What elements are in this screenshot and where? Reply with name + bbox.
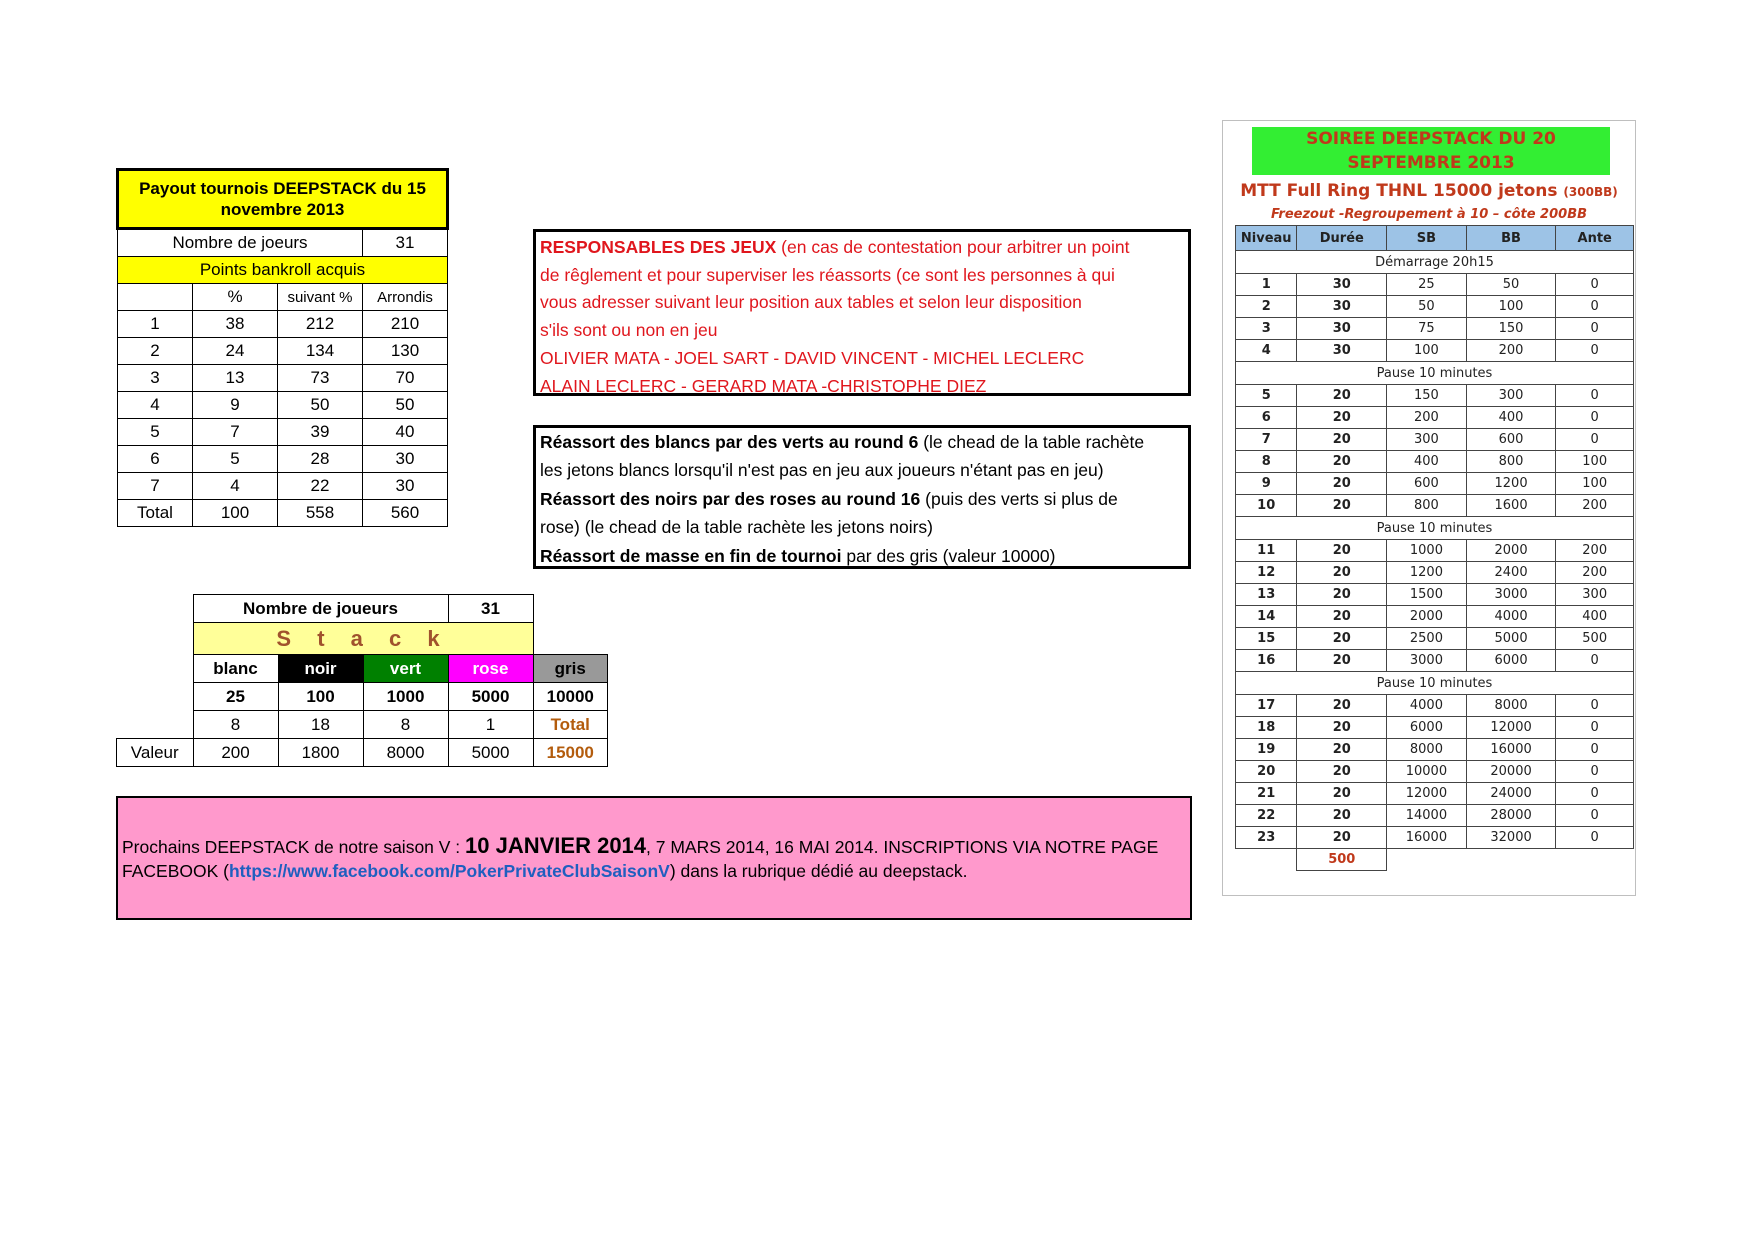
schedule-cell: 16000 bbox=[1466, 739, 1556, 761]
schedule-cell: 1600 bbox=[1466, 495, 1556, 517]
schedule-cell: 0 bbox=[1556, 407, 1634, 429]
schedule-cell: 50 bbox=[1466, 274, 1556, 296]
schedule-cell: 2 bbox=[1236, 296, 1297, 318]
schedule-row bbox=[1236, 783, 1634, 805]
payout-cell: 130 bbox=[363, 338, 448, 365]
schedule-cell: 28000 bbox=[1466, 805, 1556, 827]
payout-row bbox=[118, 473, 448, 500]
schedule-cell: 400 bbox=[1387, 451, 1467, 473]
schedule-cell: 2500 bbox=[1387, 628, 1467, 650]
schedule-cell: 5 bbox=[1236, 385, 1297, 407]
payout-title: Payout tournois DEEPSTACK du 15 novembre 2013 bbox=[118, 170, 448, 229]
schedule-cell: 4000 bbox=[1387, 695, 1467, 717]
schedule-subtitle-small: (300BB) bbox=[1563, 185, 1618, 199]
schedule-row bbox=[1236, 296, 1634, 318]
schedule-cell: 200 bbox=[1466, 340, 1556, 362]
schedule-cell: 600 bbox=[1466, 429, 1556, 451]
responsables-text: vous adresser suivant leur position aux tables et selon leur disposition bbox=[540, 292, 1082, 313]
footer-next-date: 10 JANVIER 2014 bbox=[465, 833, 647, 858]
stack-title: S t a c k bbox=[193, 623, 533, 655]
payout-cell: 40 bbox=[363, 419, 448, 446]
schedule-cell: 100 bbox=[1556, 451, 1634, 473]
schedule-cell: 300 bbox=[1466, 385, 1556, 407]
schedule-cell: 3 bbox=[1236, 318, 1297, 340]
schedule-cell: 500 bbox=[1556, 628, 1634, 650]
schedule-cell: 20 bbox=[1297, 606, 1387, 628]
chip-value: 25 bbox=[193, 683, 278, 711]
schedule-cell: 200 bbox=[1556, 540, 1634, 562]
reassort-text: par des gris (valeur 10000) bbox=[841, 545, 1056, 566]
schedule-cell: 20 bbox=[1297, 540, 1387, 562]
responsables-heading: RESPONSABLES DES JEUX bbox=[540, 237, 777, 257]
payout-cell: 2 bbox=[118, 338, 193, 365]
chip-value: 100 bbox=[278, 683, 363, 711]
blank-cell bbox=[117, 595, 194, 623]
schedule-cell: 30 bbox=[1297, 274, 1387, 296]
schedule-cell: 12000 bbox=[1387, 783, 1467, 805]
schedule-cell: 19 bbox=[1236, 739, 1297, 761]
blank-cell bbox=[117, 683, 194, 711]
stack-chip-totals bbox=[117, 739, 608, 767]
blank-cell bbox=[1236, 849, 1297, 871]
schedule-break: Pause 10 minutes bbox=[1236, 517, 1634, 540]
schedule-cell: 400 bbox=[1556, 606, 1634, 628]
reassort-bold: Réassort des noirs par des roses au round 16 bbox=[540, 488, 921, 509]
chip-count: 1 bbox=[448, 711, 533, 739]
chip-value: 5000 bbox=[448, 683, 533, 711]
payout-cell: 210 bbox=[363, 311, 448, 338]
schedule-cell: 30 bbox=[1297, 340, 1387, 362]
reassort-text: (puis des verts si plus de bbox=[920, 488, 1118, 509]
schedule-cell: 0 bbox=[1556, 827, 1634, 849]
schedule-cell: 22 bbox=[1236, 805, 1297, 827]
schedule-break-row bbox=[1236, 251, 1634, 274]
schedule-cell: 0 bbox=[1556, 318, 1634, 340]
schedule-cell: 3000 bbox=[1387, 650, 1467, 672]
schedule-last-value: 500 bbox=[1297, 849, 1387, 871]
schedule-cell: 0 bbox=[1556, 650, 1634, 672]
payout-row bbox=[118, 446, 448, 473]
schedule-cell: 20000 bbox=[1466, 761, 1556, 783]
schedule-cell: 10 bbox=[1236, 495, 1297, 517]
schedule-cell: 20 bbox=[1297, 761, 1387, 783]
schedule-row bbox=[1236, 739, 1634, 761]
reassort-bold: Réassort de masse en fin de tournoi bbox=[540, 545, 842, 566]
chip-name-rose: rose bbox=[448, 655, 533, 683]
schedule-row bbox=[1236, 606, 1634, 628]
schedule-cell: 1200 bbox=[1466, 473, 1556, 495]
stack-chip-values bbox=[117, 683, 608, 711]
players-value: 31 bbox=[363, 229, 448, 257]
payout-cell: 30 bbox=[363, 446, 448, 473]
schedule-cell: 300 bbox=[1387, 429, 1467, 451]
schedule-header: Durée bbox=[1297, 226, 1387, 251]
payout-header-cell: Arrondis bbox=[363, 284, 448, 311]
payout-cell: 1 bbox=[118, 311, 193, 338]
schedule-cell: 20 bbox=[1297, 783, 1387, 805]
payout-header-cell: % bbox=[193, 284, 278, 311]
schedule-row bbox=[1236, 495, 1634, 517]
schedule-cell: 12000 bbox=[1466, 717, 1556, 739]
payout-cell: 7 bbox=[118, 473, 193, 500]
schedule-break: Pause 10 minutes bbox=[1236, 672, 1634, 695]
reassort-box bbox=[533, 425, 1191, 569]
reassort-text: (le chead de la table rachète bbox=[918, 432, 1145, 452]
schedule-cell: 12 bbox=[1236, 562, 1297, 584]
reassort-text: rose) (le chead de la table rachète les jetons noirs) bbox=[540, 517, 933, 538]
schedule-cell: 14 bbox=[1236, 606, 1297, 628]
schedule-cell: 20 bbox=[1297, 695, 1387, 717]
schedule-break: Démarrage 20h15 bbox=[1236, 251, 1634, 274]
payout-cell: 4 bbox=[118, 392, 193, 419]
payout-cell: 70 bbox=[363, 365, 448, 392]
responsables-names: OLIVIER MATA - JOEL SART - DAVID VINCENT - MICHEL LECLERC bbox=[540, 347, 1085, 368]
payout-row bbox=[118, 365, 448, 392]
schedule-row bbox=[1236, 429, 1634, 451]
schedule-cell: 13 bbox=[1236, 584, 1297, 606]
chip-value: 1000 bbox=[363, 683, 448, 711]
payout-header-cell: suivant % bbox=[278, 284, 363, 311]
schedule-header: Niveau bbox=[1236, 226, 1297, 251]
schedule-cell: 25 bbox=[1387, 274, 1467, 296]
schedule-cell: 20 bbox=[1297, 628, 1387, 650]
schedule-cell: 150 bbox=[1466, 318, 1556, 340]
payout-table bbox=[116, 168, 449, 527]
schedule-cell: 8 bbox=[1236, 451, 1297, 473]
payout-cell: 7 bbox=[193, 419, 278, 446]
payout-cell: Total bbox=[118, 500, 193, 527]
payout-cell: 5 bbox=[118, 419, 193, 446]
schedule-cell: 100 bbox=[1387, 340, 1467, 362]
schedule-row bbox=[1236, 407, 1634, 429]
chip-total: 5000 bbox=[448, 739, 533, 767]
schedule-cell: 21 bbox=[1236, 783, 1297, 805]
schedule-row bbox=[1236, 827, 1634, 849]
payout-cell: 5 bbox=[193, 446, 278, 473]
payout-cell: 24 bbox=[193, 338, 278, 365]
chip-name-noir: noir bbox=[278, 655, 363, 683]
schedule-cell: 2000 bbox=[1466, 540, 1556, 562]
blank-cell bbox=[1466, 849, 1556, 871]
schedule-cell: 15 bbox=[1236, 628, 1297, 650]
schedule-cell: 50 bbox=[1387, 296, 1467, 318]
schedule-cell: 0 bbox=[1556, 695, 1634, 717]
footer-text: FACEBOOK ( bbox=[122, 861, 229, 881]
schedule-subtitle2: Freezout -Regroupement à 10 – côte 200BB bbox=[1270, 207, 1588, 222]
schedule-cell: 6000 bbox=[1466, 650, 1556, 672]
payout-cell: 22 bbox=[278, 473, 363, 500]
chip-count: Total bbox=[533, 711, 608, 739]
schedule-cell: 0 bbox=[1556, 739, 1634, 761]
schedule-cell: 2000 bbox=[1387, 606, 1467, 628]
schedule-cell: 400 bbox=[1466, 407, 1556, 429]
payout-cell: 30 bbox=[363, 473, 448, 500]
schedule-row bbox=[1236, 761, 1634, 783]
blank-cell bbox=[1556, 849, 1634, 871]
schedule-cell: 0 bbox=[1556, 717, 1634, 739]
payout-header-cell bbox=[118, 284, 193, 311]
schedule-cell: 9 bbox=[1236, 473, 1297, 495]
responsables-text: de rêglement et pour superviser les réassorts (ce sont les personnes à qui bbox=[540, 264, 1115, 285]
schedule-title: SOIREE DEEPSTACK DU 20 SEPTEMBRE 2013 bbox=[1252, 127, 1610, 175]
schedule-header: Ante bbox=[1556, 226, 1634, 251]
schedule-row bbox=[1236, 340, 1634, 362]
schedule-row bbox=[1236, 717, 1634, 739]
schedule-cell: 800 bbox=[1387, 495, 1467, 517]
schedule-cell: 150 bbox=[1387, 385, 1467, 407]
responsables-names: ALAIN LECLERC - GERARD MATA -CHRISTOPHE DIEZ bbox=[540, 375, 987, 396]
blank-cell bbox=[117, 711, 194, 739]
schedule-cell: 200 bbox=[1556, 562, 1634, 584]
players-label: Nombre de joeurs bbox=[118, 229, 363, 257]
payout-cell: 134 bbox=[278, 338, 363, 365]
schedule-cell: 20 bbox=[1297, 385, 1387, 407]
payout-cell: 73 bbox=[278, 365, 363, 392]
schedule-cell: 20 bbox=[1297, 562, 1387, 584]
blank-cell bbox=[533, 595, 608, 623]
schedule-cell: 0 bbox=[1556, 805, 1634, 827]
schedule-cell: 300 bbox=[1556, 584, 1634, 606]
valeur-label: Valeur bbox=[117, 739, 194, 767]
schedule-cell: 20 bbox=[1297, 429, 1387, 451]
schedule-row bbox=[1236, 562, 1634, 584]
schedule-cell: 4000 bbox=[1466, 606, 1556, 628]
payout-row bbox=[118, 392, 448, 419]
schedule-break: Pause 10 minutes bbox=[1236, 362, 1634, 385]
chip-total: 15000 bbox=[533, 739, 608, 767]
stack-chip-names bbox=[117, 655, 608, 683]
stack-rows bbox=[117, 655, 608, 767]
chip-count: 8 bbox=[193, 711, 278, 739]
chip-total: 200 bbox=[193, 739, 278, 767]
schedule-cell: 0 bbox=[1556, 429, 1634, 451]
payout-cell: 39 bbox=[278, 419, 363, 446]
points-label: Points bankroll acquis bbox=[118, 257, 448, 284]
payout-row bbox=[118, 419, 448, 446]
schedule-row bbox=[1236, 274, 1634, 296]
schedule-cell: 20 bbox=[1297, 739, 1387, 761]
schedule-subtitle bbox=[1223, 181, 1635, 201]
stack-chip-counts bbox=[117, 711, 608, 739]
schedule-cell: 20 bbox=[1297, 407, 1387, 429]
schedule-cell: 32000 bbox=[1466, 827, 1556, 849]
payout-cell: 50 bbox=[278, 392, 363, 419]
facebook-link[interactable]: https://www.facebook.com/PokerPrivateClubSaisonV bbox=[228, 861, 670, 881]
schedule-cell: 6 bbox=[1236, 407, 1297, 429]
payout-row bbox=[118, 500, 448, 527]
schedule-cell: 18 bbox=[1236, 717, 1297, 739]
schedule-rows bbox=[1236, 251, 1634, 871]
schedule-cell: 30 bbox=[1297, 296, 1387, 318]
schedule-row bbox=[1236, 805, 1634, 827]
schedule-cell: 20 bbox=[1297, 805, 1387, 827]
schedule-row bbox=[1236, 473, 1634, 495]
chip-count: 18 bbox=[278, 711, 363, 739]
stack-players-value: 31 bbox=[448, 595, 533, 623]
payout-rows bbox=[118, 311, 448, 527]
schedule-cell: 1200 bbox=[1387, 562, 1467, 584]
schedule-row bbox=[1236, 451, 1634, 473]
schedule-cell: 30 bbox=[1297, 318, 1387, 340]
schedule-cell: 20 bbox=[1297, 495, 1387, 517]
schedule-subtitle-text: MTT Full Ring THNL 15000 jetons bbox=[1240, 181, 1558, 201]
schedule-cell: 100 bbox=[1466, 296, 1556, 318]
schedule-cell: 1 bbox=[1236, 274, 1297, 296]
payout-cell: 4 bbox=[193, 473, 278, 500]
payout-cell: 560 bbox=[363, 500, 448, 527]
schedule-cell: 16 bbox=[1236, 650, 1297, 672]
stack-table bbox=[116, 594, 608, 767]
schedule-cell: 5000 bbox=[1466, 628, 1556, 650]
chip-total: 8000 bbox=[363, 739, 448, 767]
schedule-cell: 14000 bbox=[1387, 805, 1467, 827]
chip-name-gris: gris bbox=[533, 655, 608, 683]
schedule-row bbox=[1236, 695, 1634, 717]
footer-text: Prochains DEEPSTACK de notre saison V : bbox=[122, 837, 466, 857]
schedule-break-row bbox=[1236, 362, 1634, 385]
schedule-cell: 800 bbox=[1466, 451, 1556, 473]
chip-value: 10000 bbox=[533, 683, 608, 711]
schedule-cell: 23 bbox=[1236, 827, 1297, 849]
blank-cell bbox=[1387, 849, 1467, 871]
responsables-text: s'ils sont ou non en jeu bbox=[540, 320, 718, 341]
schedule-cell: 16000 bbox=[1387, 827, 1467, 849]
schedule-cell: 2400 bbox=[1466, 562, 1556, 584]
schedule-cell: 20 bbox=[1297, 650, 1387, 672]
schedule-cell: 4 bbox=[1236, 340, 1297, 362]
payout-cell: 558 bbox=[278, 500, 363, 527]
schedule-cell: 11 bbox=[1236, 540, 1297, 562]
reassort-bold: Réassort des blancs par des verts au round 6 bbox=[540, 432, 919, 452]
schedule-image bbox=[1222, 120, 1636, 896]
schedule-break-row bbox=[1236, 672, 1634, 695]
payout-cell: 212 bbox=[278, 311, 363, 338]
schedule-row bbox=[1236, 628, 1634, 650]
payout-cell: 28 bbox=[278, 446, 363, 473]
payout-row bbox=[118, 311, 448, 338]
schedule-cell: 10000 bbox=[1387, 761, 1467, 783]
responsables-text: (en cas de contestation pour arbitrer un point bbox=[776, 237, 1130, 257]
schedule-cell: 600 bbox=[1387, 473, 1467, 495]
schedule-cell: 8000 bbox=[1387, 739, 1467, 761]
blank-cell bbox=[117, 623, 194, 655]
payout-cell: 6 bbox=[118, 446, 193, 473]
schedule-cell: 0 bbox=[1556, 783, 1634, 805]
schedule-cell: 3000 bbox=[1466, 584, 1556, 606]
schedule-cell: 17 bbox=[1236, 695, 1297, 717]
schedule-cell: 20 bbox=[1297, 717, 1387, 739]
payout-cell: 3 bbox=[118, 365, 193, 392]
schedule-cell: 20 bbox=[1297, 451, 1387, 473]
payout-cell: 9 bbox=[193, 392, 278, 419]
payout-cell: 13 bbox=[193, 365, 278, 392]
schedule-row bbox=[1236, 584, 1634, 606]
schedule-cell: 0 bbox=[1556, 385, 1634, 407]
chip-name-blanc: blanc bbox=[193, 655, 278, 683]
chip-name-vert: vert bbox=[363, 655, 448, 683]
footer-text: ) dans la rubrique dédié au deepstack. bbox=[669, 861, 968, 881]
schedule-header: BB bbox=[1466, 226, 1556, 251]
schedule-cell: 20 bbox=[1297, 827, 1387, 849]
schedule-table bbox=[1235, 225, 1634, 871]
payout-cell: 38 bbox=[193, 311, 278, 338]
schedule-row bbox=[1236, 318, 1634, 340]
schedule-row bbox=[1236, 540, 1634, 562]
blank-cell bbox=[117, 655, 194, 683]
payout-cell: 100 bbox=[193, 500, 278, 527]
schedule-cell: 100 bbox=[1556, 473, 1634, 495]
schedule-row bbox=[1236, 385, 1634, 407]
schedule-cell: 75 bbox=[1387, 318, 1467, 340]
schedule-cell: 20 bbox=[1297, 473, 1387, 495]
schedule-cell: 200 bbox=[1387, 407, 1467, 429]
schedule-row bbox=[1236, 650, 1634, 672]
responsables-box bbox=[533, 229, 1191, 396]
payout-cell: 50 bbox=[363, 392, 448, 419]
schedule-cell: 1500 bbox=[1387, 584, 1467, 606]
schedule-cell: 0 bbox=[1556, 296, 1634, 318]
next-events-banner bbox=[116, 796, 1192, 920]
reassort-text: les jetons blancs lorsqu'il n'est pas en jeu aux joueurs n'étant pas en jeu) bbox=[540, 460, 1104, 481]
schedule-cell: 24000 bbox=[1466, 783, 1556, 805]
schedule-header: SB bbox=[1387, 226, 1467, 251]
schedule-break-row bbox=[1236, 517, 1634, 540]
schedule-cell: 20 bbox=[1297, 584, 1387, 606]
schedule-cell: 0 bbox=[1556, 340, 1634, 362]
schedule-last-row bbox=[1236, 849, 1634, 871]
chip-count: 8 bbox=[363, 711, 448, 739]
stack-players-label: Nombre de joueurs bbox=[193, 595, 448, 623]
footer-text: , 7 MARS 2014, 16 MAI 2014. INSCRIPTIONS VIA NOTRE PAGE bbox=[646, 837, 1159, 857]
schedule-cell: 20 bbox=[1236, 761, 1297, 783]
schedule-cell: 0 bbox=[1556, 761, 1634, 783]
blank-cell bbox=[533, 623, 608, 655]
schedule-cell: 0 bbox=[1556, 274, 1634, 296]
schedule-cell: 1000 bbox=[1387, 540, 1467, 562]
chip-total: 1800 bbox=[278, 739, 363, 767]
schedule-cell: 8000 bbox=[1466, 695, 1556, 717]
payout-row bbox=[118, 338, 448, 365]
schedule-cell: 6000 bbox=[1387, 717, 1467, 739]
schedule-cell: 200 bbox=[1556, 495, 1634, 517]
schedule-cell: 7 bbox=[1236, 429, 1297, 451]
